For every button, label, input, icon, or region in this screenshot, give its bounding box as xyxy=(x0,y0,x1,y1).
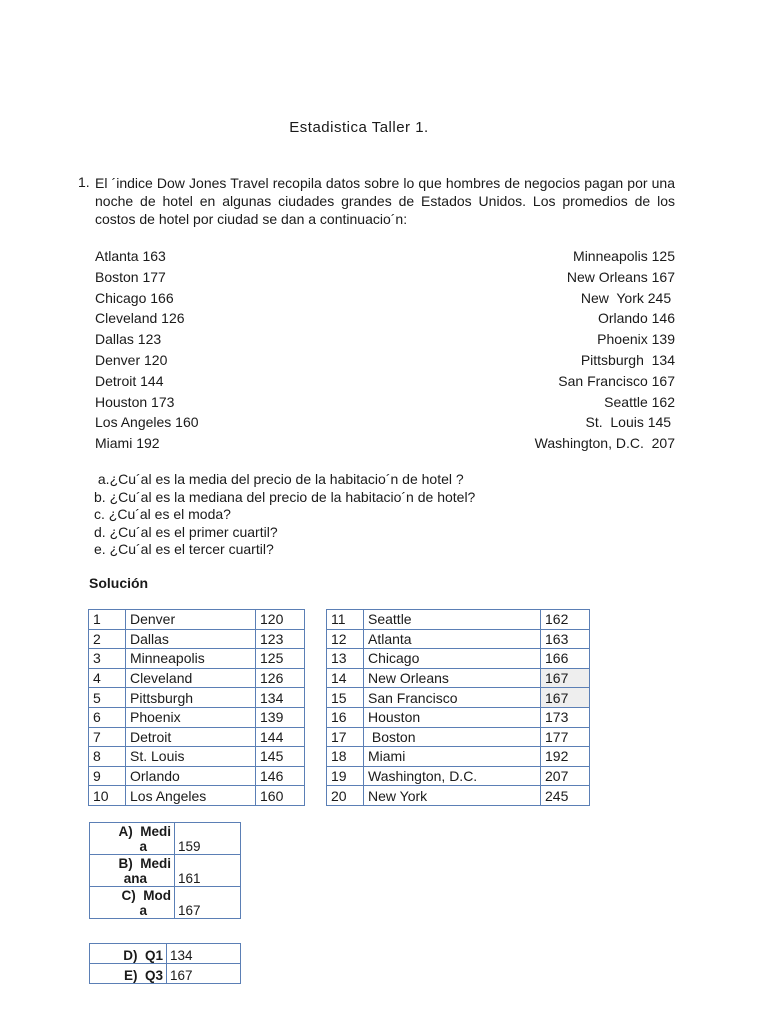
price-cell: 125 xyxy=(256,649,305,669)
document-title: Estadistica Taller 1. xyxy=(289,119,429,136)
price-cell: 160 xyxy=(256,786,305,806)
price-cell: 173 xyxy=(541,707,590,727)
table-row xyxy=(327,747,590,767)
table-row xyxy=(327,688,590,708)
city-cell: Pittsburgh xyxy=(126,688,256,708)
table-row xyxy=(327,727,590,747)
rank-cell: 15 xyxy=(327,688,364,708)
result-label-line2: ana xyxy=(123,871,147,886)
city-cell: New York xyxy=(364,786,541,806)
city-entry: Minneapolis 125 xyxy=(573,248,675,264)
rank-cell: 16 xyxy=(327,707,364,727)
result-label xyxy=(90,823,175,855)
table-row xyxy=(89,629,305,649)
price-cell: 207 xyxy=(541,766,590,786)
city-entry: Phoenix 139 xyxy=(597,331,675,348)
city-entry: Cleveland 126 xyxy=(95,310,185,327)
city-cell: Cleveland xyxy=(126,668,256,688)
city-cell: Minneapolis xyxy=(126,649,256,669)
price-cell: 134 xyxy=(256,688,305,708)
city-entry: Houston 173 xyxy=(95,393,175,410)
city-entry: Detroit 144 xyxy=(95,372,164,389)
rank-cell: 20 xyxy=(327,786,364,806)
question-number: 1. xyxy=(78,174,90,190)
price-cell: 144 xyxy=(256,727,305,747)
city-entry: Miami 192 xyxy=(95,435,160,452)
result-label-line1: C) Mod xyxy=(121,888,171,903)
city-cell: Dallas xyxy=(126,629,256,649)
city-entry: Atlanta 163 xyxy=(95,248,166,264)
results-table-quartiles xyxy=(89,943,241,984)
rank-cell: 5 xyxy=(89,688,126,708)
city-entry: Seattle 162 xyxy=(604,393,675,410)
sub-question-c: c. ¿Cu´al es el moda? xyxy=(94,506,231,522)
table-row xyxy=(89,727,305,747)
city-entry: Chicago 166 xyxy=(95,289,174,306)
city-cell: Chicago xyxy=(364,649,541,669)
city-cell: Denver xyxy=(126,610,256,630)
table-row xyxy=(89,649,305,669)
table-row xyxy=(327,786,590,806)
rank-cell: 8 xyxy=(89,747,126,767)
city-cell: New Orleans xyxy=(364,668,541,688)
table-row xyxy=(327,610,590,630)
rank-cell: 1 xyxy=(89,610,126,630)
ranked-table-2 xyxy=(326,609,590,806)
price-cell: 162 xyxy=(541,610,590,630)
rank-cell: 14 xyxy=(327,668,364,688)
city-entry: Washington, D.C. 207 xyxy=(534,435,675,452)
question-text: El ´indice Dow Jones Travel recopila datos sobre lo que hombres de negocios pagan por una noche de hotel en algunas ciudades grandes de Estados Unidos. Los promedios de los costos de hotel por ciudad se dan a continuacio´n: xyxy=(95,175,675,227)
price-cell: 245 xyxy=(541,786,590,806)
result-row xyxy=(90,964,241,984)
results-table-central xyxy=(89,822,241,919)
price-cell: 166 xyxy=(541,649,590,669)
price-cell: 126 xyxy=(256,668,305,688)
price-cell: 139 xyxy=(256,707,305,727)
price-cell: 120 xyxy=(256,610,305,630)
city-cell: Boston xyxy=(364,727,541,747)
city-cell: Los Angeles xyxy=(126,786,256,806)
rank-cell: 10 xyxy=(89,786,126,806)
rank-cell: 2 xyxy=(89,629,126,649)
question-1 xyxy=(78,174,675,228)
price-cell: 163 xyxy=(541,629,590,649)
price-cell: 167 xyxy=(541,668,590,688)
table-row xyxy=(327,649,590,669)
table-row xyxy=(327,668,590,688)
table-row xyxy=(89,688,305,708)
price-cell: 145 xyxy=(256,747,305,767)
city-entry: Denver 120 xyxy=(95,351,168,368)
table-row xyxy=(89,786,305,806)
result-row xyxy=(90,855,241,887)
rank-cell: 13 xyxy=(327,649,364,669)
rank-cell: 3 xyxy=(89,649,126,669)
solution-heading: Solución xyxy=(89,575,149,591)
result-label-line1: A) Medi xyxy=(118,824,171,839)
city-entry: New Orleans 167 xyxy=(566,268,675,285)
sub-questions xyxy=(94,471,475,559)
result-value: 167 xyxy=(167,964,241,984)
city-entry: New York 245 xyxy=(580,289,675,306)
sub-question-d: d. ¿Cu´al es el primer cuartil? xyxy=(94,523,278,540)
city-entry: St. Louis 145 xyxy=(585,414,675,431)
result-label: E) Q3 xyxy=(90,964,167,984)
table-row xyxy=(89,707,305,727)
table-row xyxy=(89,610,305,630)
price-cell: 123 xyxy=(256,629,305,649)
result-label-line2: a xyxy=(139,903,147,918)
result-value: 167 xyxy=(175,887,241,919)
result-label-line1: B) Medi xyxy=(118,856,171,871)
result-label: D) Q1 xyxy=(90,944,167,964)
rank-cell: 19 xyxy=(327,766,364,786)
table-row xyxy=(327,629,590,649)
table-row xyxy=(89,747,305,767)
city-list-left xyxy=(95,246,199,454)
rank-cell: 4 xyxy=(89,668,126,688)
price-cell: 192 xyxy=(541,747,590,767)
city-cell: Seattle xyxy=(364,610,541,630)
sub-question-a: a.¿Cu´al es la media del precio de la habitacio´n de hotel ? xyxy=(94,471,464,487)
result-row xyxy=(90,823,241,855)
result-row xyxy=(90,944,241,964)
price-cell: 167 xyxy=(541,688,590,708)
city-entry: Dallas 123 xyxy=(95,331,162,348)
result-label xyxy=(90,855,175,887)
result-label-line2: a xyxy=(139,839,147,854)
rank-cell: 7 xyxy=(89,727,126,747)
result-label xyxy=(90,887,175,919)
rank-cell: 18 xyxy=(327,747,364,767)
city-list-right xyxy=(535,246,675,454)
city-entry: Boston 177 xyxy=(95,268,166,285)
city-cell: Phoenix xyxy=(126,707,256,727)
city-entry: Los Angeles 160 xyxy=(95,414,199,431)
table-row xyxy=(89,766,305,786)
price-cell: 177 xyxy=(541,727,590,747)
city-cell: Washington, D.C. xyxy=(364,766,541,786)
result-row xyxy=(90,887,241,919)
sub-question-e: e. ¿Cu´al es el tercer cuartil? xyxy=(94,541,274,557)
rank-cell: 9 xyxy=(89,766,126,786)
ranked-table-1 xyxy=(88,609,305,806)
city-cell: Orlando xyxy=(126,766,256,786)
price-cell: 146 xyxy=(256,766,305,786)
city-cell: Houston xyxy=(364,707,541,727)
sub-question-b: b. ¿Cu´al es la mediana del precio de la habitacio´n de hotel? xyxy=(94,488,476,505)
city-entry: Orlando 146 xyxy=(597,310,675,327)
city-cell: St. Louis xyxy=(126,747,256,767)
city-cell: Atlanta xyxy=(364,629,541,649)
result-value: 161 xyxy=(175,855,241,887)
city-cell: Detroit xyxy=(126,727,256,747)
city-entry: Pittsburgh 134 xyxy=(580,351,675,368)
result-value: 159 xyxy=(175,823,241,855)
rank-cell: 12 xyxy=(327,629,364,649)
rank-cell: 17 xyxy=(327,727,364,747)
rank-cell: 6 xyxy=(89,707,126,727)
result-value: 134 xyxy=(167,944,241,964)
city-cell: San Francisco xyxy=(364,688,541,708)
city-entry: San Francisco 167 xyxy=(558,372,675,389)
table-row xyxy=(327,766,590,786)
rank-cell: 11 xyxy=(327,610,364,630)
table-row xyxy=(89,668,305,688)
city-cell: Miami xyxy=(364,747,541,767)
table-row xyxy=(327,707,590,727)
